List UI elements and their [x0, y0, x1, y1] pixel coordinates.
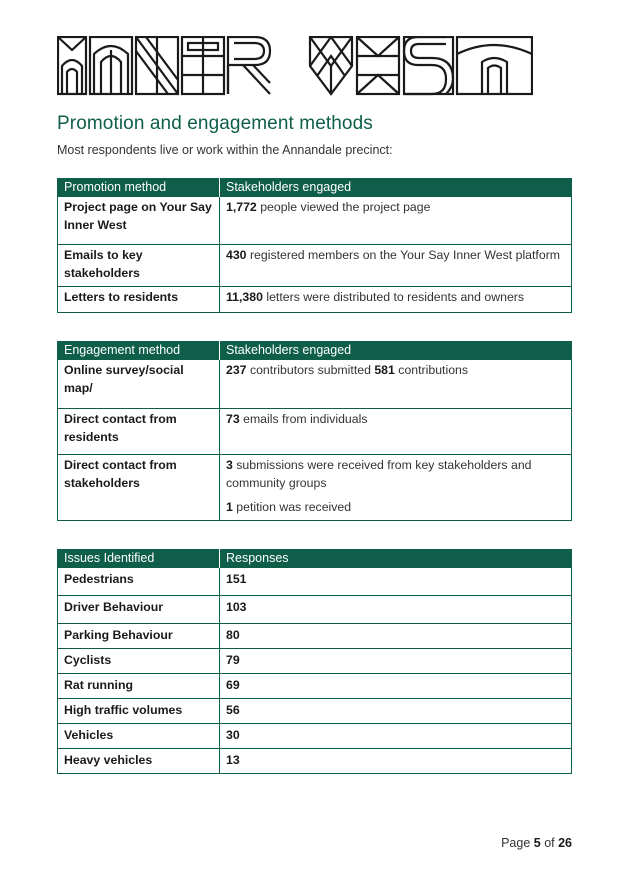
count-description: emails from individuals: [239, 412, 368, 426]
count-description: contributors submitted: [246, 363, 375, 377]
count-value: 581: [374, 363, 395, 377]
method-cell: Direct contact from residents: [58, 409, 220, 455]
table-row: [58, 455, 572, 521]
issue-cell: High traffic volumes: [58, 699, 220, 724]
table-row: [58, 409, 572, 455]
count-description: registered members on the Your Say Inner West platform: [246, 248, 561, 262]
issue-cell: Driver Behaviour: [58, 596, 220, 624]
header-responses: Responses: [220, 549, 572, 568]
method-cell: Letters to residents: [58, 287, 220, 313]
responses-cell: 80: [220, 624, 572, 649]
header-stakeholders-engaged: Stakeholders engaged: [220, 178, 572, 197]
stakeholders-cell: [220, 287, 572, 313]
petition-line: [226, 498, 565, 516]
current-page: 5: [533, 836, 541, 850]
responses-cell: 56: [220, 699, 572, 724]
method-cell: Emails to key stakeholders: [58, 245, 220, 287]
count-description: petition was received: [232, 500, 352, 514]
issue-cell: Cyclists: [58, 649, 220, 674]
table-row: [58, 699, 572, 724]
issues-table: [57, 549, 572, 774]
method-cell: Direct contact from stakeholders: [58, 455, 220, 521]
stakeholders-cell: [220, 245, 572, 287]
page-label: Page: [501, 836, 534, 850]
header-stakeholders-engaged: Stakeholders engaged: [220, 341, 572, 360]
issue-cell: Vehicles: [58, 724, 220, 749]
page-of-label: of: [540, 836, 559, 850]
count-description: people viewed the project page: [256, 200, 431, 214]
count-description: submissions were received from key stakeholders and community groups: [226, 458, 532, 490]
page-number: [501, 836, 572, 850]
issue-cell: Rat running: [58, 674, 220, 699]
table-row: [58, 197, 572, 245]
responses-cell: 103: [220, 596, 572, 624]
issue-cell: Parking Behaviour: [58, 624, 220, 649]
table-row: [58, 624, 572, 649]
table-header-row: [58, 549, 572, 568]
inner-west-logo: [57, 36, 533, 96]
table-row: [58, 649, 572, 674]
total-pages: 26: [558, 836, 572, 850]
responses-cell: 13: [220, 749, 572, 774]
table-row: [58, 245, 572, 287]
responses-cell: 69: [220, 674, 572, 699]
header-issues-identified: Issues Identified: [58, 549, 220, 568]
count-value: 3: [226, 458, 233, 472]
page-title: Promotion and engagement methods: [57, 113, 373, 134]
count-description: contributions: [394, 363, 469, 377]
stakeholders-cell: [220, 360, 572, 409]
count-value: 1,772: [226, 200, 257, 214]
responses-cell: 79: [220, 649, 572, 674]
header-promotion-method: Promotion method: [58, 178, 220, 197]
table-row: [58, 674, 572, 699]
table-row: [58, 568, 572, 596]
responses-cell: 30: [220, 724, 572, 749]
header-engagement-method: Engagement method: [58, 341, 220, 360]
stakeholders-cell: [220, 409, 572, 455]
intro-text: Most respondents live or work within the Annandale precinct:: [57, 143, 393, 157]
count-value: 1: [226, 500, 233, 514]
issue-cell: Heavy vehicles: [58, 749, 220, 774]
issue-cell: Pedestrians: [58, 568, 220, 596]
table-row: [58, 287, 572, 313]
table-header-row: [58, 341, 572, 360]
count-value: 237: [226, 363, 247, 377]
engagement-table: [57, 341, 572, 521]
table-row: [58, 596, 572, 624]
responses-cell: 151: [220, 568, 572, 596]
count-value: 430: [226, 248, 247, 262]
table-row: [58, 749, 572, 774]
promotion-table: [57, 178, 572, 313]
count-value: 73: [226, 412, 240, 426]
submissions-line: [226, 456, 565, 492]
method-cell: Online survey/social map/: [58, 360, 220, 409]
count-value: 11,380: [226, 290, 263, 304]
count-description: letters were distributed to residents and owners: [262, 290, 525, 304]
inner-west-logo-mark: [57, 36, 533, 96]
table-row: [58, 360, 572, 409]
stakeholders-cell: [220, 197, 572, 245]
method-cell: Project page on Your Say Inner West: [58, 197, 220, 245]
table-header-row: [58, 178, 572, 197]
table-row: [58, 724, 572, 749]
stakeholders-cell: [220, 455, 572, 521]
